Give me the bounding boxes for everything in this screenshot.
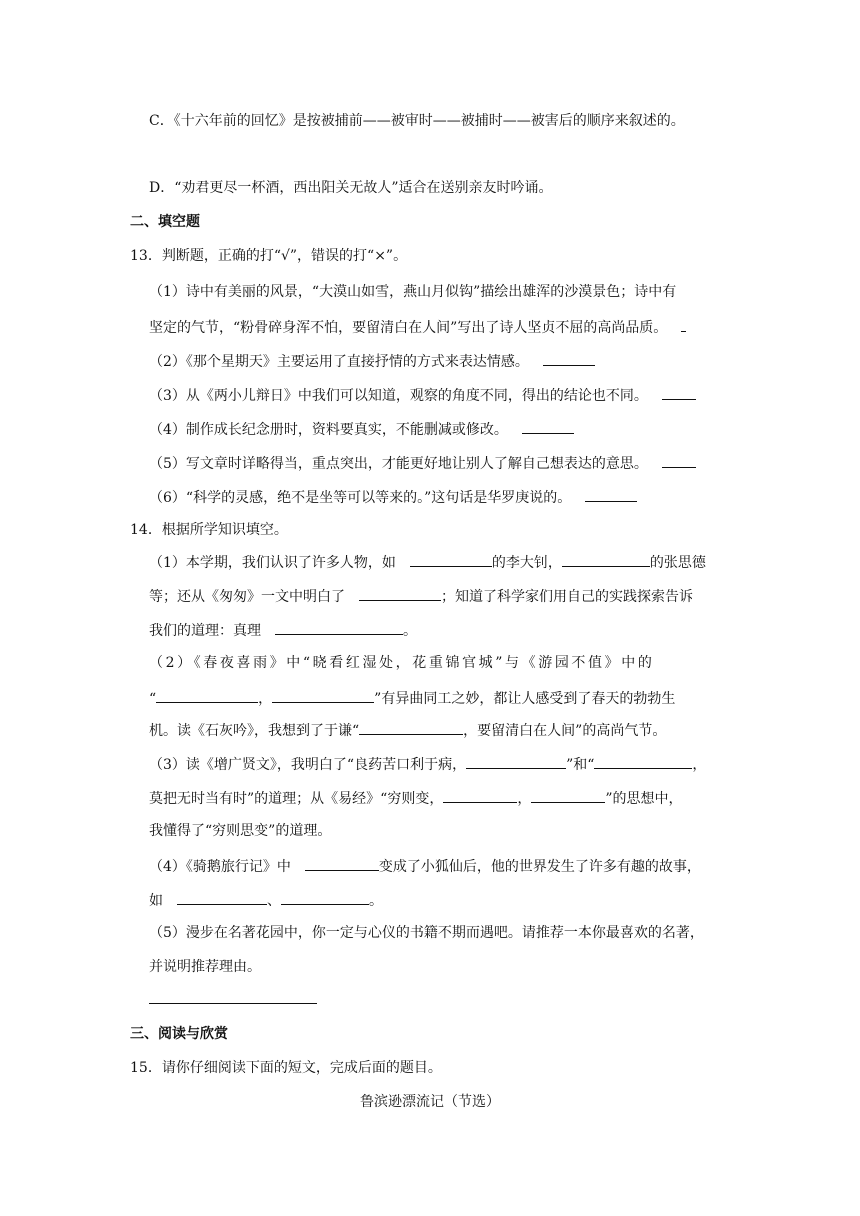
- answer-blank[interactable]: [531, 787, 605, 803]
- q13-item-2-text: （2）《那个星期天》主要运用了直接抒情的方式来表达情感。: [149, 354, 529, 370]
- answer-blank[interactable]: [359, 585, 441, 601]
- answer-blank[interactable]: [359, 719, 463, 735]
- q14-text: 的李大钊，: [491, 555, 562, 571]
- q14-text: 。: [369, 893, 383, 909]
- q14-text: 我们的道理：真理: [149, 623, 261, 639]
- q14-text: 、: [267, 893, 281, 909]
- q13-item-4: [149, 418, 574, 440]
- q13-item-5: [149, 452, 696, 474]
- question-15-stem: 15．请你仔细阅读下面的短文，完成后面的题目。: [130, 1060, 442, 1076]
- answer-line[interactable]: [149, 1003, 317, 1004]
- q14-text: （4）《骑鹅旅行记》中: [149, 859, 291, 875]
- q14-text: ”的思想中，: [605, 791, 683, 807]
- section-heading-reading: 三、阅读与欣赏: [130, 1026, 228, 1042]
- q14-text: ，: [517, 791, 532, 807]
- q14-text: 。: [403, 623, 417, 639]
- answer-blank[interactable]: [562, 551, 650, 567]
- q14-item-3-line1: [149, 753, 706, 775]
- option-c: C．《十六年前的回忆》是按被捕前——被审时——被捕时——被害后的顺序来叙述的。: [149, 113, 685, 129]
- q14-text: （3）读《增广贤文》，我明白了“良药苦口利于病，: [149, 757, 467, 773]
- q14-text: ”有异曲同工之妙，都让人感受到了春天的勃勃生: [374, 691, 676, 707]
- answer-blank[interactable]: [662, 384, 696, 400]
- q14-item-5-line2: 并说明推荐理由。: [149, 959, 261, 975]
- q13-item-6: [149, 486, 637, 508]
- question-13-stem: 13．判断题，正确的打“√”，错误的打“×”。: [130, 248, 408, 264]
- q14-text: ，要留清白在人间”的高尚气节。: [463, 723, 667, 739]
- q14-text: 机。读《石灰吟》，我想到了于谦“: [149, 723, 360, 739]
- q14-text: 莫把无时当有时”的道理；从《易经》“穷则变，: [149, 791, 444, 807]
- answer-blank[interactable]: [466, 753, 566, 769]
- question-14-stem: 14．根据所学知识填空。: [130, 522, 288, 538]
- q14-item-2-line1: （2）《春夜喜雨》中“晓看红湿处，花重锦官城”与《游园不值》中的: [149, 655, 655, 671]
- q14-item-1-line2: [149, 585, 693, 607]
- q13-item-5-text: （5）写文章时详略得当，重点突出，才能更好地让别人了解自己想表达的意思。: [149, 456, 648, 472]
- answer-blank[interactable]: [594, 753, 692, 769]
- q13-item-3-text: （3）从《两小儿辩日》中我们可以知道，观察的角度不同，得出的结论也不同。: [149, 388, 648, 404]
- q14-text: ，: [692, 757, 707, 773]
- q14-item-5-line1: （5）漫步在名著花园中，你一定与心仪的书籍不期而遇吧。请推荐一本你最喜欢的名著，: [149, 925, 704, 941]
- q14-text: 的张思德: [649, 555, 706, 571]
- q14-item-4-line1: [149, 855, 701, 877]
- answer-blank[interactable]: [305, 855, 379, 871]
- q13-item-1-line1: （1）诗中有美丽的风景，“大漠山如雪，燕山月似钩”描绘出雄浑的沙漠景色；诗中有: [149, 284, 677, 300]
- answer-blank[interactable]: [662, 452, 696, 468]
- q14-text: 等；还从《匆匆》一文中明白了: [149, 589, 345, 605]
- q13-item-3: [149, 384, 696, 406]
- section-heading-fill-blank: 二、填空题: [130, 214, 200, 230]
- answer-blank[interactable]: [543, 350, 595, 366]
- q14-item-3-line3: 我懂得了“穷则思变”的道理。: [149, 823, 332, 839]
- q14-text: ”和“: [566, 757, 595, 773]
- q14-item-2-line3: [149, 719, 666, 741]
- answer-blank[interactable]: [410, 551, 492, 567]
- q14-item-4-line2: [149, 889, 383, 911]
- passage-title: 鲁滨逊漂流记（节选）: [360, 1094, 500, 1110]
- q13-item-4-text: （4）制作成长纪念册时，资料要真实，不能删减或修改。: [149, 422, 508, 438]
- q14-item-2-line2: [149, 687, 675, 709]
- answer-blank[interactable]: [275, 619, 403, 635]
- q13-item-1-line2: [149, 316, 686, 338]
- answer-blank[interactable]: [443, 787, 517, 803]
- q14-text: （1）本学期，我们认识了许多人物，如: [149, 555, 396, 571]
- answer-blank[interactable]: [585, 486, 637, 502]
- answer-blank[interactable]: [281, 889, 369, 905]
- answer-blank[interactable]: [681, 316, 686, 332]
- answer-blank[interactable]: [522, 418, 574, 434]
- q14-item-1-line3: [149, 619, 417, 641]
- q13-item-1-text: 坚定的气节，“粉骨碎身浑不怕，要留清白在人间”写出了诗人坚贞不屈的高尚品质。: [149, 320, 668, 336]
- answer-blank[interactable]: [272, 687, 374, 703]
- answer-blank[interactable]: [156, 687, 258, 703]
- q14-text: 变成了小狐仙后，他的世界发生了许多有趣的故事，: [378, 859, 701, 875]
- q14-text: “: [149, 691, 157, 707]
- option-d: D．“劝君更尽一杯酒，西出阳关无故人”适合在送别亲友时吟诵。: [149, 180, 553, 196]
- q14-text: ，: [258, 691, 273, 707]
- q13-item-2: [149, 350, 595, 372]
- q13-item-6-text: （6）“科学的灵感，绝不是坐等可以等来的。”这句话是华罗庚说的。: [149, 490, 572, 506]
- q14-text: ；知道了科学家们用自己的实践探索告诉: [441, 589, 693, 605]
- q14-text: 如: [149, 893, 163, 909]
- q14-item-1-line1: [149, 551, 706, 573]
- answer-blank[interactable]: [177, 889, 267, 905]
- q14-item-3-line2: [149, 787, 683, 809]
